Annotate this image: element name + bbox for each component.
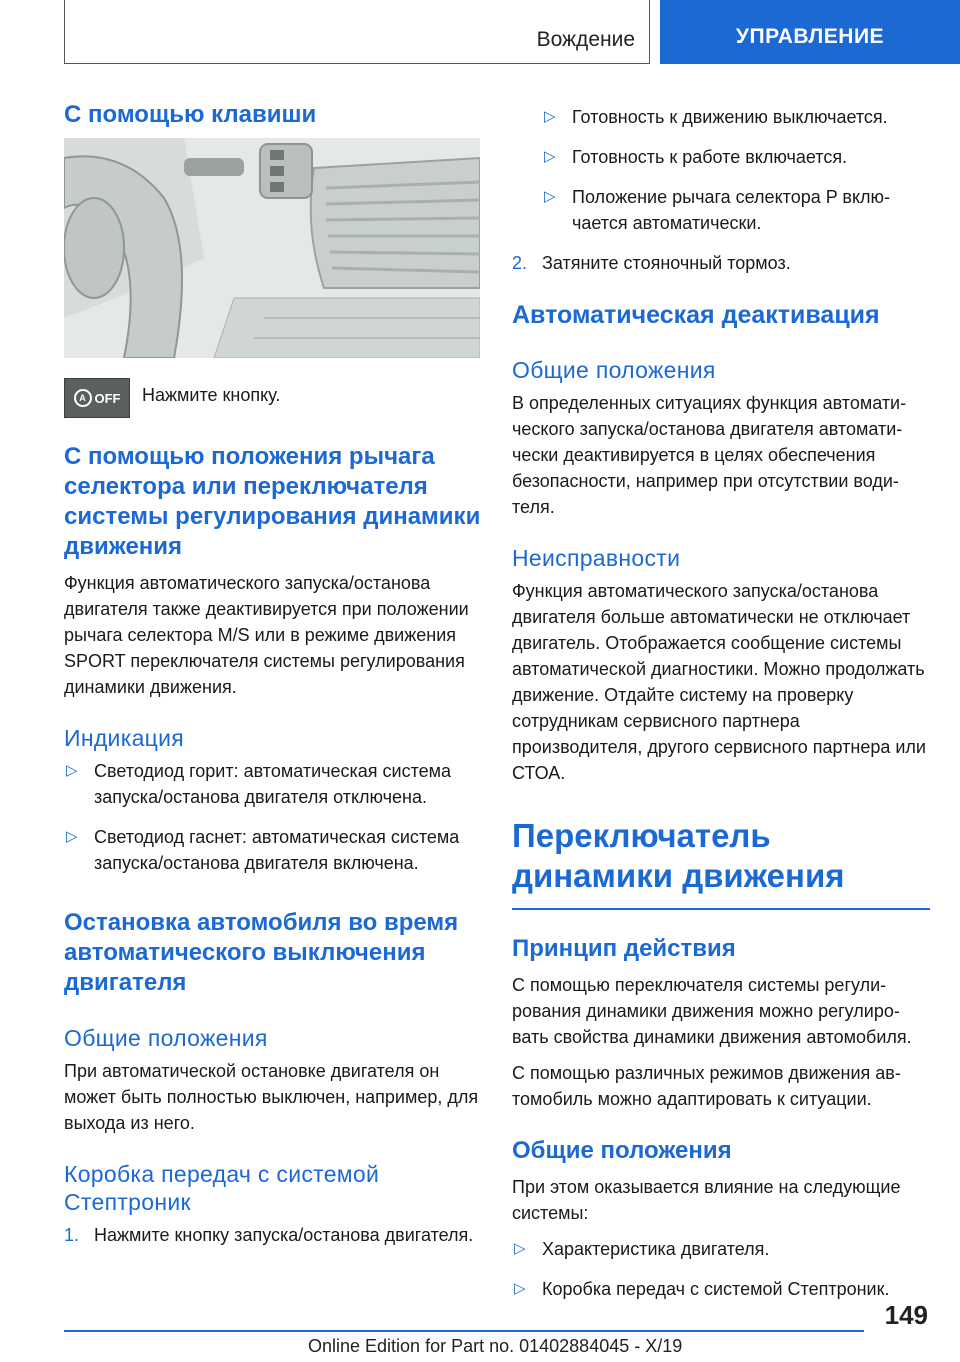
page-number: 149 xyxy=(884,1300,928,1330)
section-title: Вождение xyxy=(536,28,635,51)
general-paragraph-right-2: При этом оказывается влияние на следующие системы: xyxy=(512,1177,901,1223)
faults-paragraph: Функция автоматического запуска/останова двигателя больше автоматически не отключает двигатель. Отображается сообщение системы автоматической диагностики. Можно продолжать движение. Отдайте систему на проверку сотрудникам сервисного партнера производителя, другого сервисного партнера или СТОА. xyxy=(512,581,926,783)
triangle-bullet-icon: ▷ xyxy=(514,1240,526,1257)
triangle-bullet-icon: ▷ xyxy=(66,762,78,779)
auto-start-stop-off-icon: A OFF xyxy=(64,378,130,418)
heading-steptronic: Коробка передач с системой Стептроник xyxy=(64,1161,380,1215)
principle-paragraph-1: С помощью переключателя системы регулирования динамики движения можно регулировать свойства динамики движения автомобиля. xyxy=(512,975,912,1047)
header-section-box xyxy=(64,0,650,64)
heading-key: С помощью клавиши xyxy=(64,101,317,128)
left-column xyxy=(64,100,482,1262)
list-item: ▷ Положение рычага селектора P включается автоматически. xyxy=(542,184,930,236)
step-item: 1. Нажмите кнопку запуска/останова двигателя. xyxy=(64,1225,474,1245)
systems-list xyxy=(512,1236,930,1302)
key-instruction-text: Нажмите кнопку. xyxy=(142,385,281,405)
heading-general-right: Общие положения xyxy=(512,357,716,383)
triangle-bullet-icon: ▷ xyxy=(544,148,556,165)
triangle-bullet-icon: ▷ xyxy=(514,1280,526,1297)
steps-list-left xyxy=(64,1222,482,1248)
heading-general-left: Общие положения xyxy=(64,1025,268,1051)
steps-list-right xyxy=(512,250,930,276)
step-item: 2. Затяните стояночный тормоз. xyxy=(512,253,791,273)
right-column xyxy=(512,104,930,1316)
list-item: ▷ Готовность к движению выключается. xyxy=(542,104,930,130)
list-item: ▷ Коробка передач с системой Стептроник. xyxy=(512,1276,930,1302)
heading-faults: Неисправности xyxy=(512,545,681,571)
selector-paragraph: Функция автоматического запуска/останова двигателя также деактивируется при положении рычага селектора M/S или в режиме движения SPORT переключателя системы регулирования динамики движения. xyxy=(64,573,469,697)
triangle-bullet-icon: ▷ xyxy=(544,188,556,205)
heading-auto-deactivation: Автоматическая деактивация xyxy=(512,301,880,329)
chapter-tab[interactable] xyxy=(660,0,960,64)
heading-selector: С помощью положения рычага селектора или переключателя системы регулирования динамики движения xyxy=(64,443,481,560)
list-item: ▷ Светодиод горит: автоматическая система запуска/останова двигателя отключена. xyxy=(64,758,482,810)
list-item: ▷ Светодиод гаснет: автоматическая система запуска/останова двигателя включена. xyxy=(64,824,482,876)
heading-general-right-2: Общие положения xyxy=(512,1137,732,1164)
dashboard-illustration xyxy=(64,138,480,358)
footer-edition: Online Edition for Part no. 01402884045 - X/19 xyxy=(308,1336,683,1356)
chapter-title: УПРАВЛЕНИЕ xyxy=(735,25,885,48)
list-item: ▷ Характеристика двигателя. xyxy=(512,1236,930,1262)
list-item: ▷ Готовность к работе включается. xyxy=(542,144,930,170)
general-paragraph-right: В определенных ситуациях функция автоматического запуска/останова двигателя автоматически деактивируется в целях обеспечения безопасности, например при отсутствии водителя. xyxy=(512,393,907,517)
heading-dynamic-switch: Переключатель динамики движения xyxy=(512,816,930,910)
sub-items-list xyxy=(512,104,930,236)
heading-indication: Индикация xyxy=(64,725,185,751)
footer-divider xyxy=(64,1330,864,1332)
heading-principle: Принцип действия xyxy=(512,935,736,962)
key-instruction-row xyxy=(64,378,482,418)
principle-paragraph-2: С помощью различных режимов движения автомобиль можно адаптировать к ситуации. xyxy=(512,1063,901,1109)
indication-list xyxy=(64,758,482,876)
triangle-bullet-icon: ▷ xyxy=(66,828,78,845)
triangle-bullet-icon: ▷ xyxy=(544,108,556,125)
heading-stop: Остановка автомобиля во время автоматического выключения двигателя xyxy=(64,909,459,996)
dashboard-drawing xyxy=(64,138,480,358)
general-paragraph-left: При автоматической остановке двигателя он может быть полностью выключен, например, для выхода из него. xyxy=(64,1061,479,1133)
